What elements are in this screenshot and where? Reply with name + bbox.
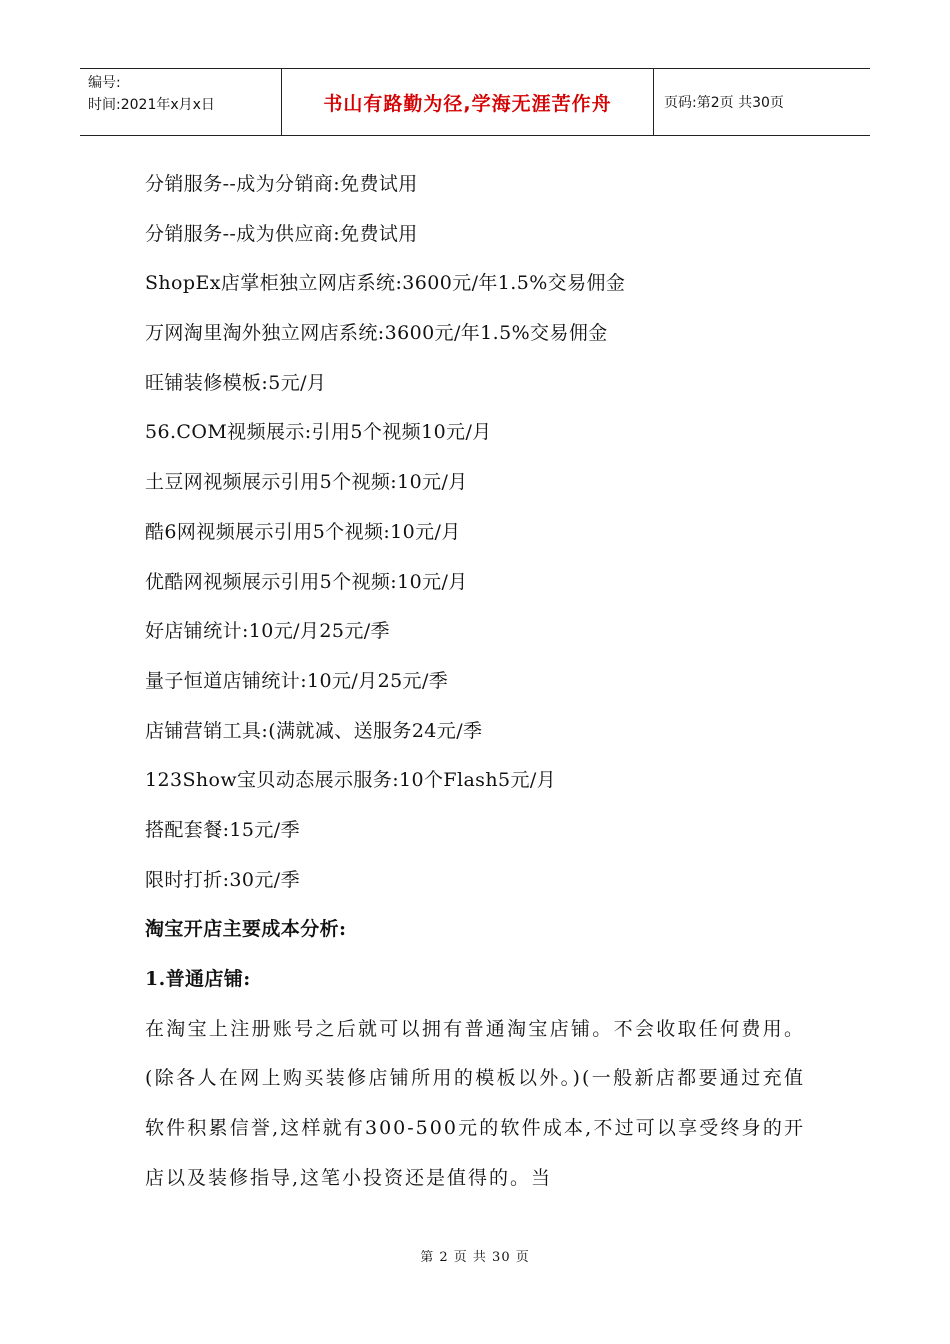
header-page-info: 页码:第2页 共30页: [664, 95, 784, 111]
service-line: 旺铺装修模板:5元/月: [145, 371, 327, 394]
header-page-cell: [654, 69, 870, 135]
service-line: 123Show宝贝动态展示服务:10个Flash5元/月: [145, 769, 557, 792]
service-line: 店铺营销工具:(满就减、送服务24元/季: [145, 719, 483, 742]
service-line: 万网淘里淘外独立网店系统:3600元/年1.5%交易佣金: [145, 322, 608, 345]
service-line: 好店铺统计:10元/月25元/季: [145, 620, 390, 643]
document-number-label: 编号:: [88, 75, 121, 91]
service-line: 分销服务--成为供应商:免费试用: [145, 222, 418, 245]
body-paragraph: 在淘宝上注册账号之后就可以拥有普通淘宝店铺。不会收取任何费用。(除各人在网上购买装修店铺所用的模板以外。)(一般新店都要通过充值软件积累信誉,这样就有300-500元的软件成本,不过可以享受终身的开店以及装修指导,这笔小投资还是值得的。当: [145, 1017, 805, 1189]
section-heading: 淘宝开店主要成本分析:: [145, 918, 347, 941]
document-body: [145, 160, 815, 1204]
header-motto-cell: [282, 69, 654, 135]
page-footer: 第 2 页 共 30 页: [420, 1250, 530, 1265]
service-line: 分销服务--成为分销商:免费试用: [145, 173, 418, 195]
service-line: 酷6网视频展示引用5个视频:10元/月: [145, 520, 461, 543]
page-header: [80, 68, 870, 136]
service-line: 土豆网视频展示引用5个视频:10元/月: [145, 471, 468, 494]
service-line: ShopEx店掌柜独立网店系统:3600元/年1.5%交易佣金: [145, 272, 626, 295]
service-line: 量子恒道店铺统计:10元/月25元/季: [145, 669, 449, 692]
header-meta-cell: [80, 69, 282, 135]
header-motto: 书山有路勤为径,学海无涯苦作舟: [323, 92, 612, 115]
service-line: 搭配套餐:15元/季: [145, 818, 300, 841]
service-line: 限时打折:30元/季: [145, 868, 300, 891]
service-line: 56.COM视频展示:引用5个视频10元/月: [145, 421, 492, 444]
service-line: 优酷网视频展示引用5个视频:10元/月: [145, 570, 468, 593]
subsection-heading: 1.普通店铺:: [145, 968, 251, 990]
document-time-label: 时间:2021年x月x日: [88, 97, 215, 113]
